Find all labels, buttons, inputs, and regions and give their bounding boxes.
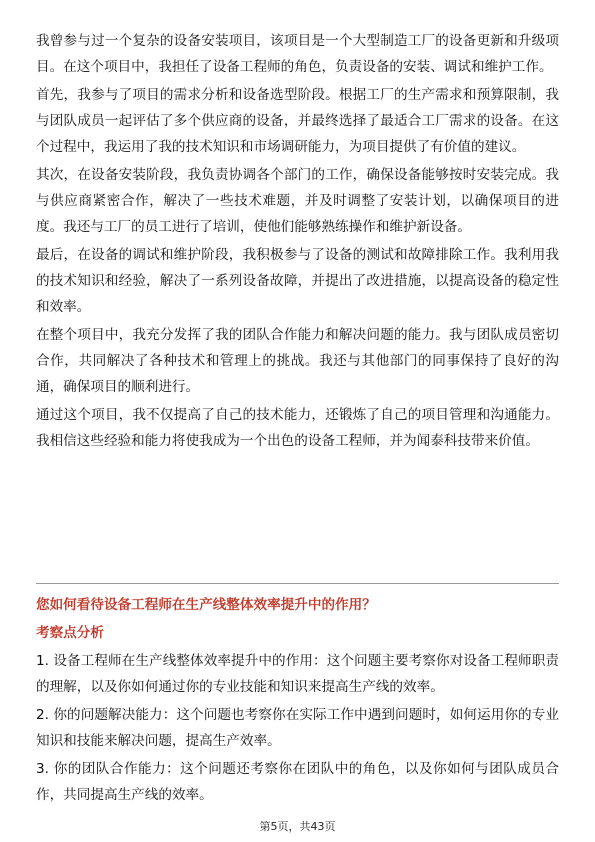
answer-paragraph: 最后，在设备的调试和维护阶段，我积极参与了设备的测试和故障排除工作。我利用我的技术知识和经验，解决了一系列设备故障，并提出了改进措施，以提高设备的稳定性和效率。	[36, 247, 559, 315]
answer-paragraph: 其次，在设备安装阶段，我负责协调各个部门的工作，确保设备能够按时安装完成。我与供应商紧密合作，解决了一些技术难题，并及时调整了安装计划，以确保项目的进度。我还与工厂的员工进行了培训，使他们能够熟练操作和维护新设备。	[36, 167, 559, 235]
answer-paragraph: 我曾参与过一个复杂的设备安装项目，该项目是一个大型制造工厂的设备更新和升级项目。在这个项目中，我担任了设备工程师的角色，负责设备的安装、调试和维护工作。	[36, 33, 559, 75]
section-divider	[36, 583, 559, 584]
analysis-heading: 考察点分析	[36, 625, 104, 641]
answer-paragraph: 在整个项目中，我充分发挥了我的团队合作能力和解决问题的能力。我与团队成员密切合作，共同解决了各种技术和管理上的挑战。我还与其他部门的同事保持了良好的沟通，确保项目的顺利进行。	[36, 327, 559, 395]
answer-paragraph: 通过这个项目，我不仅提高了自己的技术能力，还锻炼了自己的项目管理和沟通能力。我相信这些经验和能力将使我成为一个出色的设备工程师，并为闻泰科技带来价值。	[36, 407, 559, 449]
analysis-point: 1. 设备工程师在生产线整体效率提升中的作用：这个问题主要考察你对设备工程师职责的理解，以及你如何通过你的专业技能和知识来提高生产线的效率。	[36, 653, 559, 695]
page-number: 第5页，共43页	[259, 820, 336, 833]
analysis-point: 2. 你的问题解决能力：这个问题也考察你在实际工作中遇到问题时，如何运用你的专业知识和技能来解决问题，提高生产效率。	[36, 707, 559, 749]
answer-body	[36, 28, 559, 456]
analysis-point: 3. 你的团队合作能力：这个问题还考察你在团队中的角色，以及你如何与团队成员合作，共同提高生产线的效率。	[36, 761, 559, 803]
answer-paragraph: 首先，我参与了项目的需求分析和设备选型阶段。根据工厂的生产需求和预算限制，我与团队成员一起评估了多个供应商的设备，并最终选择了最适合工厂需求的设备。在这个过程中，我运用了我的技术知识和市场调研能力，为项目提供了有价值的建议。	[36, 87, 559, 155]
question-section	[36, 592, 559, 810]
question-title: 您如何看待设备工程师在生产线整体效率提升中的作用？	[36, 597, 376, 613]
